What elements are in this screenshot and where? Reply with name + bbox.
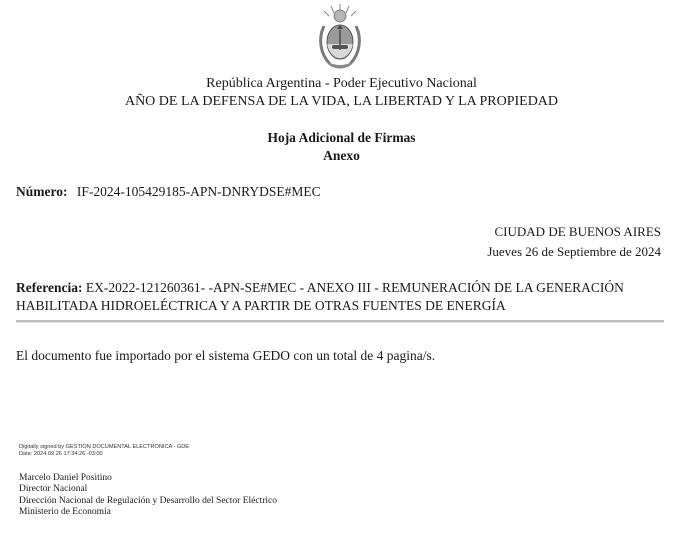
document-title: Hoja Adicional de Firmas [267,130,416,145]
document-number-value: IF-2024-105429185-APN-DNRYDSE#MEC [76,184,321,199]
document-number-label: Número: [16,184,68,199]
body-text: El documento fue importado por el sistema GEDO con un total de 4 pagina/s. [16,348,436,363]
signer-office: Dirección Nacional de Regulación y Desarrollo del Sector Eléctrico [19,495,277,506]
signer-name: Marcelo Daniel Positino [19,473,112,483]
divider [16,320,664,323]
date: Jueves 26 de Septiembre de 2024 [487,244,661,259]
reference [16,279,666,315]
document-number [16,184,321,200]
signer-ministry: Ministerio de Economía [19,507,111,518]
document-subtitle: Anexo [323,148,360,163]
digital-signature-line: Digitally signed by GESTION DOCUMENTAL ELECTRONICA - GDE [19,444,190,450]
reference-value: EX-2022-121260361- -APN-SE#MEC - ANEXO III - REMUNERACIÓN DE LA GENERACIÓN HABILITADA HIDROELÉCTRICA Y A PARTIR DE OTRAS FUENTES DE ENERGÍA [16,280,624,313]
digital-signature-date: Date: 2024.09.26 17:34:26 -03:00 [19,450,103,457]
digital-signature-stamp [19,444,189,457]
place: CIUDAD DE BUENOS AIRES [494,224,661,239]
signer-block [19,473,277,519]
signer-role: Director Nacional [19,484,88,495]
government-header: República Argentina - Poder Ejecutivo Nacional [206,76,477,91]
reference-label: Referencia: [16,280,83,295]
argentina-coat-of-arms-icon [316,2,364,72]
year-motto: AÑO DE LA DEFENSA DE LA VIDA, LA LIBERTAD Y LA PROPIEDAD [124,94,559,109]
